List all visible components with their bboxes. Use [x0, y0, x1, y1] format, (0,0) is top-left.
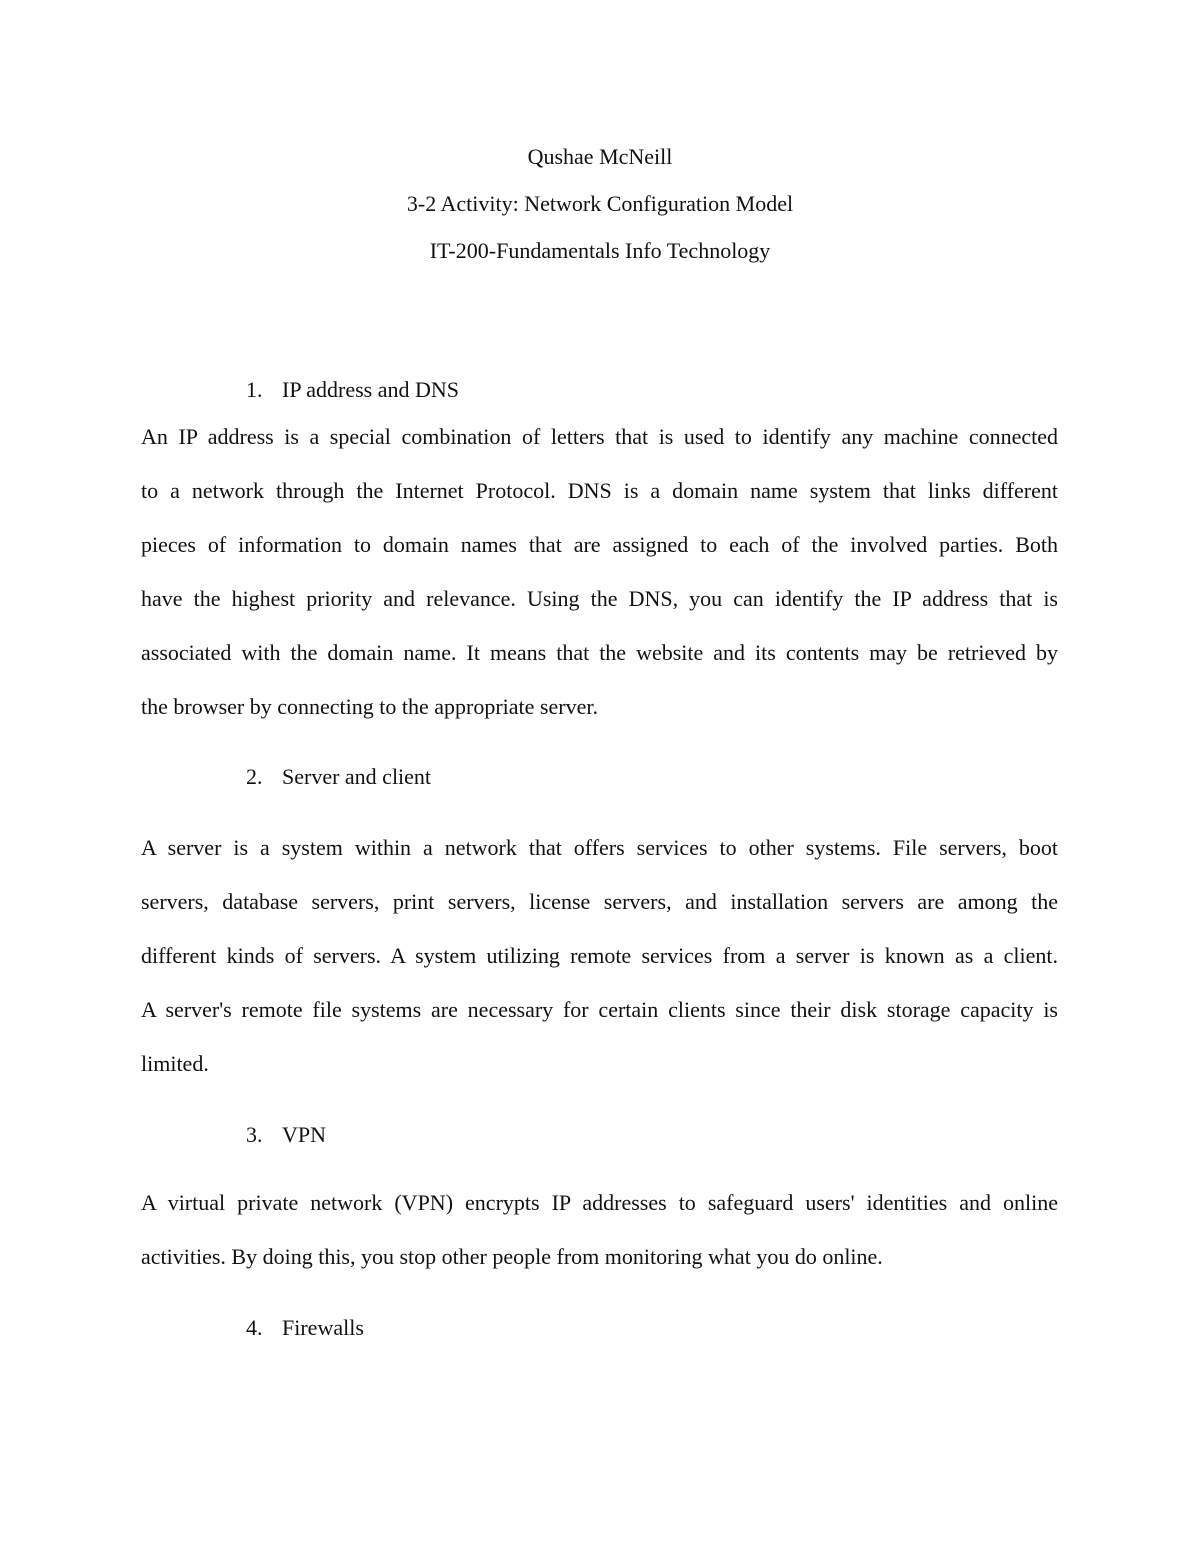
paragraph-line: to a network through the Internet Protocol. DNS is a domain name system that links different — [141, 478, 1058, 503]
section-number: 1. — [246, 377, 263, 402]
paragraph-vpn — [141, 1190, 1058, 1298]
paragraph-line: limited. — [141, 1051, 209, 1076]
paragraph-line: A virtual private network (VPN) encrypts IP addresses to safeguard users' identities and online — [141, 1190, 1058, 1215]
course-name: IT-200-Fundamentals Info Technology — [429, 238, 771, 263]
paragraph-line: An IP address is a special combination of letters that is used to identify any machine connected — [141, 424, 1058, 449]
paragraph-line: different kinds of servers. A system utilizing remote services from a server is known as a client. — [141, 943, 1058, 968]
paragraph-line: servers, database servers, print servers, license servers, and installation servers are among the — [141, 889, 1058, 914]
document-title: 3-2 Activity: Network Configuration Model — [406, 191, 794, 216]
section-heading-ip-dns — [246, 377, 459, 403]
paragraph-server-client — [141, 835, 1058, 1105]
paragraph-line: activities. By doing this, you stop other people from monitoring what you do online. — [141, 1244, 883, 1269]
paragraph-line: A server is a system within a network that offers services to other systems. File servers, boot — [141, 835, 1058, 860]
section-heading-firewalls — [246, 1315, 364, 1341]
paragraph-line: associated with the domain name. It means that the website and its contents may be retrieved by — [141, 640, 1058, 665]
paragraph-line: have the highest priority and relevance. Using the DNS, you can identify the IP address that is — [141, 586, 1058, 611]
paragraph-line: the browser by connecting to the appropriate server. — [141, 694, 598, 719]
paragraph-ip-dns — [141, 424, 1058, 748]
section-number: 4. — [246, 1315, 263, 1340]
section-number: 3. — [246, 1122, 263, 1147]
paragraph-line: pieces of information to domain names that are assigned to each of the involved parties. Both — [141, 532, 1058, 557]
section-number: 2. — [246, 764, 263, 789]
section-title: Firewalls — [282, 1315, 364, 1340]
section-heading-vpn — [246, 1122, 326, 1148]
section-title: IP address and DNS — [282, 377, 459, 402]
section-title: Server and client — [282, 764, 432, 789]
author-name: Qushae McNeill — [527, 144, 673, 169]
paragraph-line: A server's remote file systems are necessary for certain clients since their disk storage capacity is — [141, 997, 1058, 1022]
section-heading-server-client — [246, 764, 431, 790]
section-title: VPN — [282, 1122, 327, 1147]
